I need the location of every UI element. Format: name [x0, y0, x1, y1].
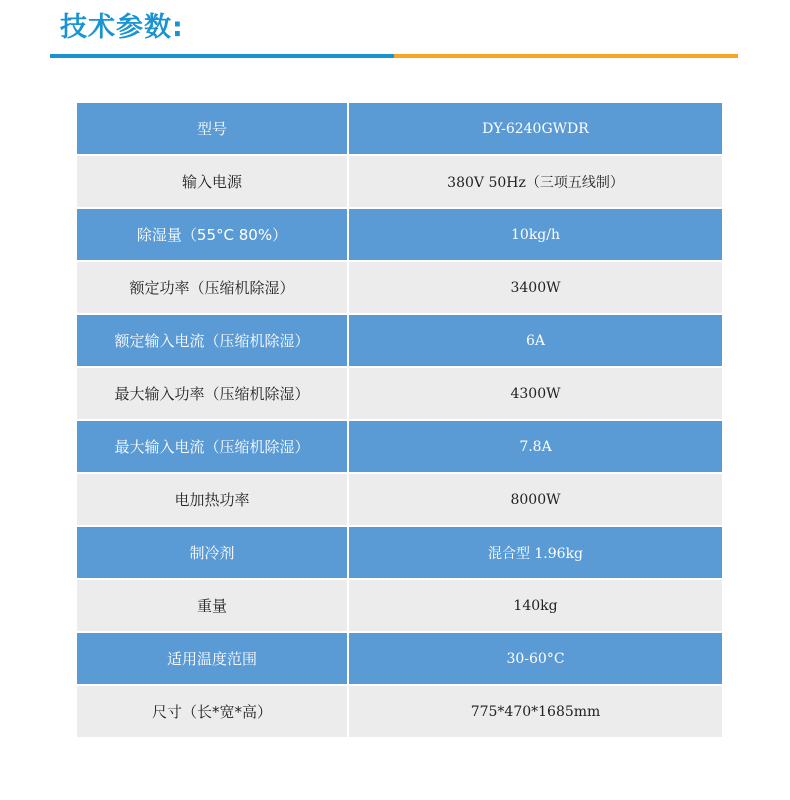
- spec-label: 除湿量（55°C 80%）: [77, 209, 349, 262]
- spec-value: 6A: [349, 315, 722, 368]
- spec-label: 输入电源: [77, 156, 349, 209]
- heading-divider: [50, 54, 738, 58]
- spec-value: 140kg: [349, 580, 722, 633]
- spec-value: 380V 50Hz（三项五线制）: [349, 156, 722, 209]
- spec-label: 型号: [77, 103, 349, 156]
- spec-table: [77, 103, 722, 739]
- spec-label: 制冷剂: [77, 527, 349, 580]
- spec-row-heating-power: [77, 474, 722, 527]
- spec-value: 30-60°C: [349, 633, 722, 686]
- spec-row-rated-current: [77, 315, 722, 368]
- spec-row-dehumidifying-capacity: [77, 209, 722, 262]
- spec-value: 8000W: [349, 474, 722, 527]
- section-heading: 技术参数:: [60, 12, 184, 43]
- spec-label: 最大输入电流（压缩机除湿）: [77, 421, 349, 474]
- spec-row-max-power: [77, 368, 722, 421]
- spec-value: 4300W: [349, 368, 722, 421]
- spec-label: 尺寸（长*宽*高）: [77, 686, 349, 739]
- spec-value: 10kg/h: [349, 209, 722, 262]
- spec-value: 3400W: [349, 262, 722, 315]
- spec-row-rated-power: [77, 262, 722, 315]
- spec-row-weight: [77, 580, 722, 633]
- spec-row-refrigerant: [77, 527, 722, 580]
- spec-label: 电加热功率: [77, 474, 349, 527]
- spec-label: 适用温度范围: [77, 633, 349, 686]
- spec-label: 额定功率（压缩机除湿）: [77, 262, 349, 315]
- spec-row-max-current: [77, 421, 722, 474]
- spec-value: 775*470*1685mm: [349, 686, 722, 739]
- spec-label: 额定输入电流（压缩机除湿）: [77, 315, 349, 368]
- spec-value: 7.8A: [349, 421, 722, 474]
- spec-value: 混合型 1.96kg: [349, 527, 722, 580]
- spec-label: 重量: [77, 580, 349, 633]
- spec-row-temperature-range: [77, 633, 722, 686]
- spec-row-model: [77, 103, 722, 156]
- spec-value: DY-6240GWDR: [349, 103, 722, 156]
- spec-label: 最大输入功率（压缩机除湿）: [77, 368, 349, 421]
- spec-row-power-supply: [77, 156, 722, 209]
- spec-row-dimensions: [77, 686, 722, 739]
